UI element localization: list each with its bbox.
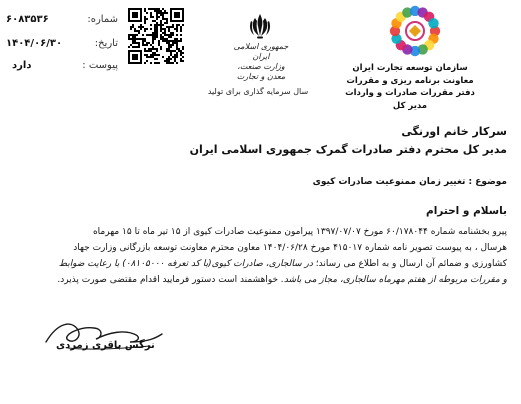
signer-name: نرگس باقری زمردی [56,340,155,351]
signature-icon [38,312,168,360]
recipient-title: مدیر کل محترم دفتر صادرات گمرک جمهوری اسلامی ایران [189,143,507,156]
letter-date-value: ۱۴۰۴/۰۶/۳۰ [6,38,63,49]
body-line-4-plain: خواهشمند است دستور فرمایید اقدام مقتضی صورت پذیرد. [57,275,279,285]
body-line-1: پیرو بخشنامه شماره ۶۰/۱۷۸۰۴۴ مورخ ۱۳۹۷/۰۷/۰۷ پیرامون ممنوعیت صادرات کیوی از ۱۵ تیر ماه تا ۱۵ مهرماه [92,227,507,237]
body-line-3 [7,256,507,272]
body-line-4 [7,272,507,288]
recipient-name: سرکار خانم اورنگی [401,125,507,138]
body-line-4-italic: و مقررات مربوطه از هفتم مهرماه سالجاری، مجاز می باشد. [280,275,507,285]
org-line-3: دفتر مقررات صادرات و واردات [345,88,475,98]
letter-date-label: تاریخ: [94,38,118,49]
organization-block [330,62,490,112]
body-line-3-plain: کشاورزی و ضمائم آن ارسال و به اطلاع می رساند؛ [315,259,507,269]
ministry-line-2: وزارت صنعت، معدن و تجارت [236,62,286,81]
letter-number-label: شماره: [87,14,118,25]
attachment-value: دارد [12,60,32,71]
letter-number-value: ۶۰۸۳۵۳۶ [6,14,49,25]
org-line-4: مدیر کل [392,100,428,111]
ministry-text [228,42,294,82]
tpo-logo-icon [382,4,448,60]
letter-body [7,224,507,288]
recipient [190,124,507,158]
iran-emblem-icon [246,12,274,42]
letter-subject: موضوع : تغییر زمان ممنوعیت صادرات کیوی [312,177,507,187]
org-line-2: معاونت برنامه ریزی و مقررات [346,75,474,86]
attachment-label: پیوست : [82,60,118,71]
qr-code-icon [128,8,184,64]
year-slogan: سال سرمایه گذاری برای تولید [207,87,309,96]
body-line-2: هرسال ، به پیوست تصویر نامه شماره ۴۱۵۰۱۷ مورخ ۱۴۰۴/۰۶/۲۸ معاون محترم معاونت توسعه بازرگانی وزارت جهاد [73,243,507,253]
body-line-3-italic: در سالجاری، صادرات کیوی(با کد تعرفه ۰۸۱۰۵۰۰۰) با رعایت ضوابط [58,259,313,269]
letter-meta [6,8,124,70]
greeting: باسلام و احترام [426,205,507,217]
org-line-1: سازمان توسعه تجارت ایران [352,63,468,73]
ministry-line-1: جمهوری اسلامی ایران [233,42,289,61]
